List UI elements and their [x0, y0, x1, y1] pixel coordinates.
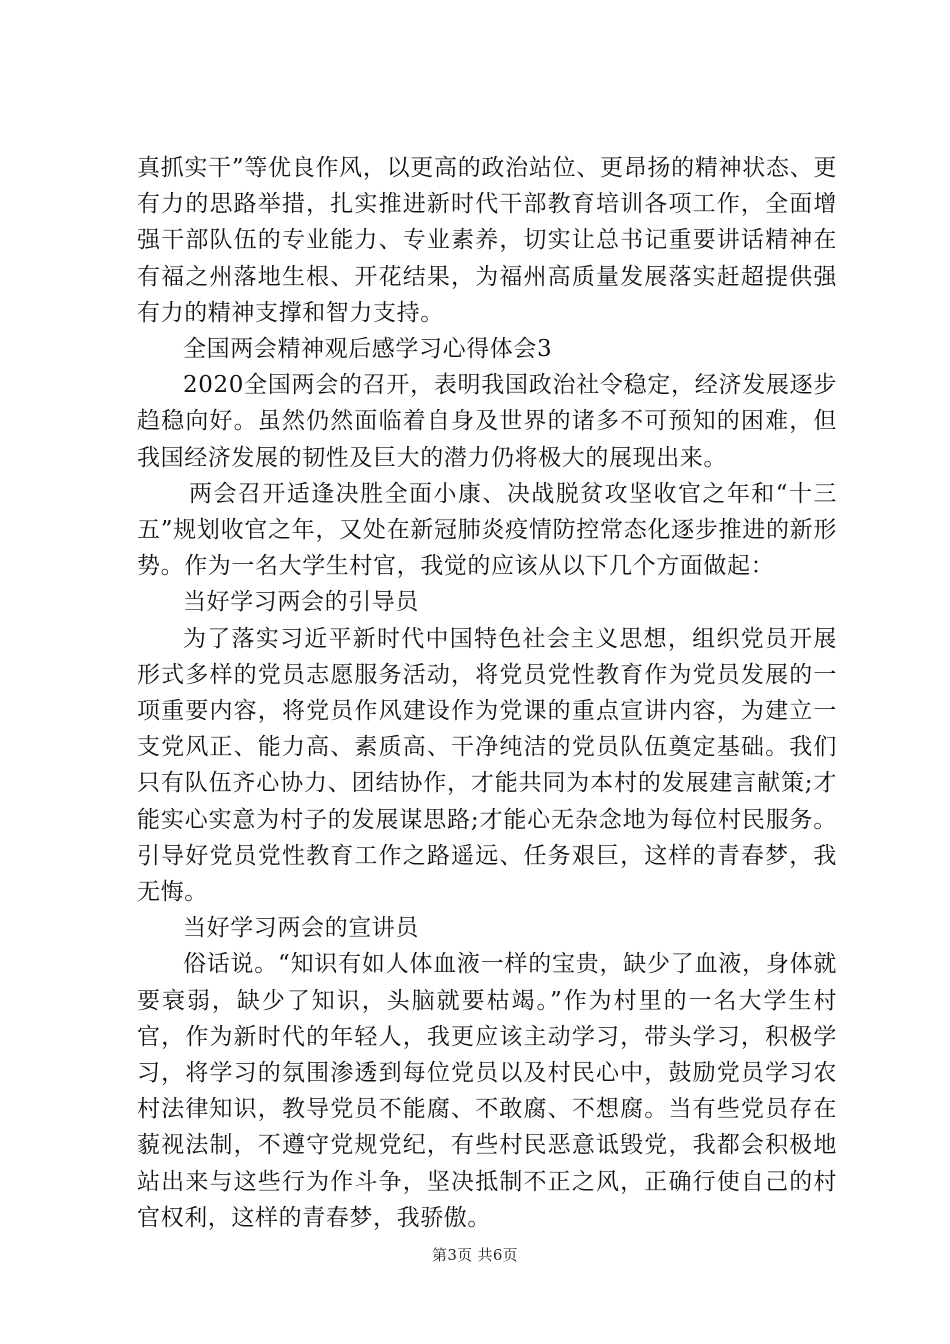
section-heading: 全国两会精神观后感学习心得体会3 — [183, 336, 553, 363]
paragraph-guide: 为了落实习近平新时代中国特色社会主义思想，组织党员开展形式多样的党员志愿服务活动，将党员党性教育作为党员发展的一项重要内容，将党员作风建设作为党课的重点宣讲内容，为建立一支党风正、能力高、素质高、干净纯洁的党员队伍奠定基础。我们只有队伍齐心协力、团结协作，才能共同为本村的发展建言献策;才能实心实意为村子的发展谋思路;才能心无杂念地为每位村民服务。引导好党员党性教育工作之路遥远、任务艰巨，这样的青春梦，我无悔。 — [137, 625, 837, 906]
paragraph-intro: 2020全国两会的召开，表明我国政治社令稳定，经济发展逐步趋稳向好。虽然仍然面临着自身及世界的诸多不可预知的困难，但我国经济发展的韧性及巨大的潜力仍将极大的展现出来。 — [137, 372, 837, 471]
document-body — [137, 150, 837, 1236]
paragraph-lecturer: 俗话说。“知识有如人体血液一样的宝贵，缺少了血液，身体就要衰弱，缺少了知识，头脑就要枯竭。”作为村里的一名大学生村官，作为新时代的年轻人，我更应该主动学习，带头学习，积极学习，将学习的氛围渗透到每位党员以及村民心中，鼓励党员学习农村法律知识，教导党员不能腐、不敢腐、不想腐。当有些党员存在藐视法制，不遵守党规党纪，有些村民恶意诋毁党，我都会积极地站出来与这些行为作斗争，坚决抵制不正之风，正确行使自己的村官权利，这样的青春梦，我骄傲。 — [137, 951, 837, 1231]
subheading-lecturer: 当好学习两会的宣讲员 — [183, 915, 419, 942]
page-footer: 第3页 共6页 — [432, 1246, 518, 1264]
subheading-guide: 当好学习两会的引导员 — [183, 589, 419, 616]
paragraph-continuation: 真抓实干”等优良作风，以更高的政治站位、更昂扬的精神状态、更有力的思路举措，扎实推进新时代干部教育培训各项工作，全面增强干部队伍的专业能力、专业素养，切实让总书记重要讲话精神在有福之州落地生根、开花结果，为福州高质量发展落实赶超提供强有力的精神支撑和智力支持。 — [137, 155, 837, 326]
paragraph-context: 两会召开适逢决胜全面小康、决战脱贫攻坚收官之年和“十三五”规划收官之年，又处在新冠肺炎疫情防控常态化逐步推进的新形势。作为一名大学生村官，我觉的应该从以下几个方面做起： — [137, 480, 837, 580]
